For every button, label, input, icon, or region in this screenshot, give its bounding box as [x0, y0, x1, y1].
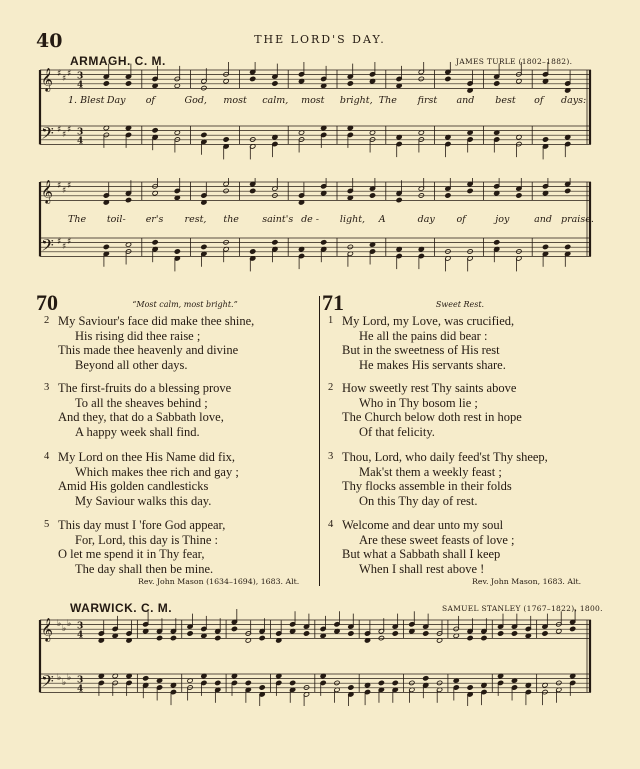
lyric-syllable: Day — [106, 95, 126, 106]
hymn-number-71: 71 — [322, 290, 344, 315]
lyric-syllable: calm, — [262, 95, 289, 106]
stanza-line: The day shall then be mine. — [75, 561, 214, 576]
stanza-number: 2 — [44, 315, 50, 326]
stanza-line: On this Thy day of rest. — [359, 493, 478, 508]
lyric-syllable: joy — [495, 214, 510, 225]
hymn-author-70: Rev. John Mason (1634–1694), 1683. Alt. — [138, 577, 300, 586]
stanza-line: Amid His golden candlesticks — [58, 479, 209, 494]
key-signature: ♭ — [62, 624, 67, 634]
stanza-line: My Saviour's face did make thee shine, — [58, 314, 255, 328]
key-signature: ♭ — [67, 619, 72, 629]
stanza-line: Thy flocks assemble in their folds — [342, 479, 512, 494]
stanza-line: My Lord, my Love, was crucified, — [342, 314, 515, 328]
stanza-line: The first-fruits do a blessing prove — [58, 381, 232, 395]
lyric-syllable: praise. — [561, 214, 594, 225]
stanza-line: This day must I 'fore God appear, — [58, 518, 226, 532]
stanza-number: 4 — [328, 519, 334, 530]
stanza-number: 5 — [44, 519, 50, 530]
stanza-line: Thou, Lord, who daily feed'st Thy sheep, — [342, 450, 548, 464]
stanza-line: And they, that do a Sabbath love, — [58, 410, 224, 425]
stanza-line: Beyond all other days. — [75, 357, 188, 372]
key-signature: ♯ — [57, 69, 62, 79]
lyric-syllable: saint's — [262, 214, 294, 225]
key-signature: ♯ — [62, 242, 67, 252]
stanza-number: 4 — [44, 451, 50, 462]
key-signature: ♭ — [57, 673, 62, 683]
treble-clef: 𝄞 — [41, 617, 53, 641]
stanza-line: Which makes thee rich and gay ; — [75, 464, 239, 479]
stanza-71-3 — [328, 450, 548, 508]
key-signature: ♯ — [57, 181, 62, 191]
stanza-line: For, Lord, this day is Thine : — [75, 532, 219, 547]
stanza-71-1 — [328, 314, 515, 372]
lyric-syllable: God, — [184, 95, 207, 106]
lyric-syllable: light, — [339, 214, 366, 225]
time-signature: 4 — [77, 136, 84, 147]
stanza-line: He all the pains did bear : — [359, 328, 488, 343]
lyric-syllable: of — [456, 214, 466, 225]
time-signature: 4 — [77, 80, 84, 91]
stanza-line: This made thee heavenly and divine — [58, 343, 239, 358]
stanza-number: 2 — [328, 382, 334, 393]
bass-clef: 𝄢 — [41, 123, 54, 147]
music-system-warwick — [38, 606, 593, 706]
lyric-syllable: most — [223, 95, 247, 106]
lyric-syllable: The — [68, 214, 87, 225]
stanza-number: 3 — [44, 382, 50, 393]
hymn-subtitle-71: Sweet Rest. — [435, 300, 485, 309]
music-system-armagh-1 — [38, 62, 593, 162]
lyric-syllable: first — [417, 95, 438, 106]
stanza-line: My Lord on thee His Name did fix, — [58, 450, 236, 464]
stanza-number: 1 — [328, 315, 334, 326]
key-signature: ♯ — [67, 125, 72, 135]
treble-clef: 𝄞 — [41, 179, 53, 203]
lyric-syllable: of — [534, 95, 544, 106]
stanza-70-4 — [44, 450, 239, 508]
lyric-syllable: toil- — [106, 214, 126, 225]
stanza-line: My Saviour walks this day. — [75, 493, 212, 508]
lyric-syllable: 1. Blest — [68, 95, 105, 106]
stanza-71-2 — [328, 381, 522, 439]
stanza-line: He makes His servants share. — [359, 357, 506, 372]
stanza-line: O let me spend it in Thy fear, — [58, 547, 205, 562]
stanza-line: Mak'st them a weekly feast ; — [359, 464, 502, 479]
key-signature: ♯ — [62, 74, 67, 84]
key-signature: ♯ — [62, 186, 67, 196]
music-system-armagh-2 — [38, 178, 593, 278]
key-signature: ♭ — [62, 678, 67, 688]
stanza-number: 3 — [328, 451, 334, 462]
lyric-syllable: best — [495, 95, 516, 106]
stanza-71-4 — [328, 518, 515, 576]
lyric-syllable: most — [301, 95, 325, 106]
stanza-line: His rising did thee raise ; — [75, 328, 201, 343]
lyric-syllable: days: — [561, 95, 587, 106]
time-signature: 3 — [77, 71, 84, 82]
stanza-line: How sweetly rest Thy saints above — [342, 381, 517, 395]
time-signature: 3 — [77, 675, 84, 686]
stanza-line: To all the sheaves behind ; — [75, 395, 208, 410]
treble-clef: 𝄞 — [41, 67, 53, 91]
tune-name-armagh: ARMAGH. C. M. — [70, 54, 166, 68]
bass-clef: 𝄢 — [41, 235, 54, 259]
lyric-syllable: and — [456, 95, 475, 106]
time-signature: 3 — [77, 127, 84, 138]
lyric-syllable: rest, — [184, 214, 207, 225]
hymn-number-70: 70 — [36, 290, 58, 315]
stanza-70-5 — [44, 518, 226, 576]
stanza-70-3 — [44, 381, 232, 439]
stanza-line: Are these sweet feasts of love ; — [359, 532, 515, 547]
stanza-line: When I shall rest above ! — [359, 561, 485, 576]
stanza-line: But in the sweetness of His rest — [342, 343, 500, 358]
composer-armagh: JAMES TURLE (1802–1882). — [456, 57, 573, 66]
tune-name-warwick: WARWICK. C. M. — [70, 601, 173, 615]
time-signature: 4 — [77, 684, 84, 695]
lyric-syllable: bright, — [339, 95, 373, 106]
composer-warwick: SAMUEL STANLEY (1767–1822), 1800. — [442, 604, 603, 613]
hymn-subtitle-70: “Most calm, most bright.” — [132, 300, 238, 309]
stanza-line: But what a Sabbath shall I keep — [342, 547, 501, 562]
running-title: THE LORD'S DAY. — [254, 33, 386, 46]
time-signature: 4 — [77, 630, 84, 641]
stanza-line: Welcome and dear unto my soul — [342, 518, 504, 532]
key-signature: ♯ — [57, 125, 62, 135]
column-divider — [319, 296, 320, 586]
key-signature: ♭ — [57, 619, 62, 629]
stanza-line: A happy week shall find. — [75, 424, 200, 439]
time-signature: 3 — [77, 621, 84, 632]
lyric-syllable: de - — [301, 214, 319, 225]
key-signature: ♯ — [67, 237, 72, 247]
stanza-line: The Church below doth rest in hope — [342, 410, 522, 425]
bass-clef: 𝄢 — [41, 671, 54, 695]
lyric-syllable: er's — [145, 214, 164, 225]
lyric-syllable: A — [378, 214, 386, 225]
stanza-line: Who in Thy bosom lie ; — [359, 395, 478, 410]
stanza-70-2 — [44, 314, 255, 372]
key-signature: ♯ — [62, 130, 67, 140]
key-signature: ♭ — [67, 673, 72, 683]
key-signature: ♯ — [67, 69, 72, 79]
page-number: 40 — [36, 30, 63, 52]
key-signature: ♯ — [57, 237, 62, 247]
lyric-syllable: the — [223, 214, 239, 225]
stanza-line: Of that felicity. — [359, 424, 435, 439]
lyric-syllable: and — [534, 214, 553, 225]
key-signature: ♯ — [67, 181, 72, 191]
hymn-author-71: Rev. John Mason, 1683. Alt. — [472, 577, 582, 586]
lyric-syllable: of — [145, 95, 155, 106]
lyric-syllable: day — [417, 214, 435, 225]
lyric-syllable: The — [378, 95, 397, 106]
